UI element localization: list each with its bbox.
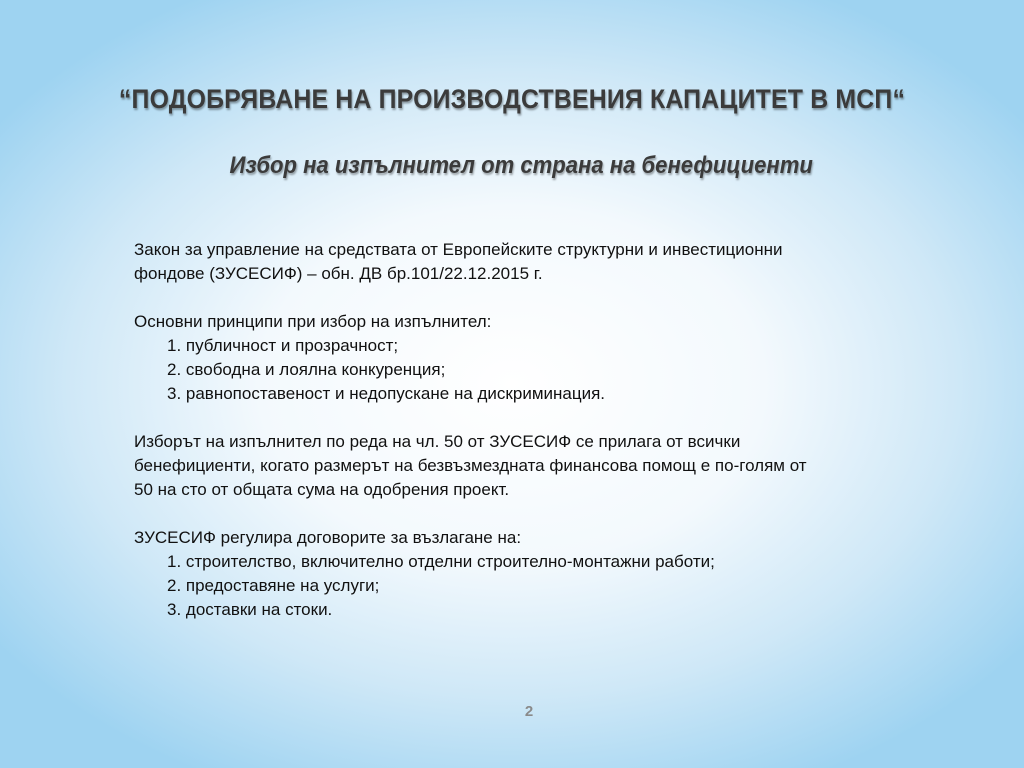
slide-title: “ПОДОБРЯВАНЕ НА ПРОИЗВОДСТВЕНИЯ КАПАЦИТЕТ В МСП“ (118, 84, 906, 114)
principles-list-item: 3. равнопоставеност и недопускане на дискриминация. (167, 384, 606, 403)
law-paragraph-line: фондове (ЗУСЕСИФ) – обн. ДВ бр.101/22.12.2015 г. (134, 264, 543, 283)
principles-heading: Основни принципи при избор на изпълнител: (134, 312, 492, 331)
slide-subtitle: Избор на изпълнител от страна на бенефициенти (229, 152, 813, 179)
law-paragraph (134, 238, 914, 286)
selection-paragraph-line: бенефициенти, когато размерът на безвъзмездната финансова помощ е по-голям от (134, 456, 807, 475)
law-paragraph-line: Закон за управление на средствата от Европейските структурни и инвестиционни (134, 240, 783, 259)
contracts-list-item: 3. доставки на стоки. (167, 600, 333, 619)
contracts-list-item: 1. строителство, включително отделни строително-монтажни работи; (167, 552, 715, 571)
principles-list-item: 2. свободна и лоялна конкуренция; (167, 360, 446, 379)
principles-list-item: 1. публичност и прозрачност; (167, 336, 399, 355)
contracts-section (134, 526, 914, 622)
page-number: 2 (524, 703, 534, 720)
selection-paragraph-line: Изборът на изпълнител по реда на чл. 50 от ЗУСЕСИФ се прилага от всички (134, 432, 741, 451)
principles-section (134, 310, 914, 406)
selection-paragraph-line: 50 на сто от общата сума на одобрения проект. (134, 480, 510, 499)
spacer (134, 406, 914, 430)
selection-paragraph (134, 430, 914, 502)
slide-body (134, 238, 914, 622)
spacer (134, 286, 914, 310)
contracts-heading: ЗУСЕСИФ регулира договорите за възлагане на: (134, 528, 522, 547)
contracts-list-item: 2. предоставяне на услуги; (167, 576, 380, 595)
spacer (134, 502, 914, 526)
